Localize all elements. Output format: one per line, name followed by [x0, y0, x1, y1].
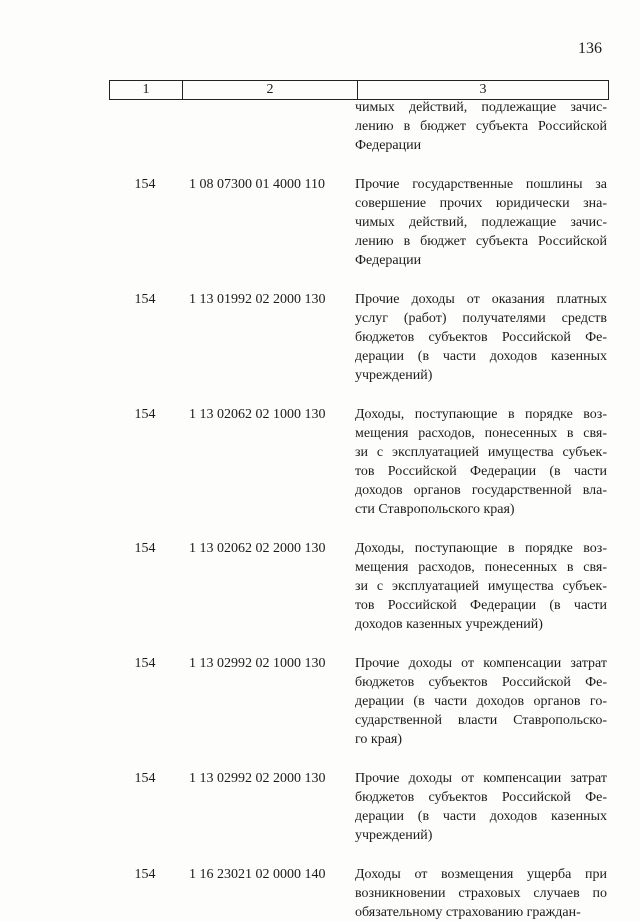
description-line: бюджетов субъектов Российской Фе- [355, 330, 607, 345]
budget-classification-code: 1 13 02062 02 2000 130 [189, 541, 326, 556]
header-col-1: 1 [110, 81, 183, 99]
description-line: обязательному страхованию граждан- [355, 905, 581, 920]
income-description [355, 405, 607, 519]
budget-classification-code: 1 13 02992 02 2000 130 [189, 771, 326, 786]
budget-classification-code: 1 13 01992 02 2000 130 [189, 292, 326, 307]
row-number: 154 [134, 656, 156, 671]
income-description [355, 654, 607, 749]
description-line: тов Российской Федерации (в части [355, 464, 607, 479]
description-line: возникновении страховых случаев по [355, 886, 607, 901]
budget-classification-code: 1 13 02062 02 1000 130 [189, 407, 326, 422]
description-line: Прочие доходы от компенсации затрат [355, 771, 607, 786]
row-number: 154 [134, 867, 156, 882]
description-line: доходов органов государственной вла- [355, 483, 607, 498]
table-row [109, 865, 607, 922]
description-line: совершение прочих юридически зна- [355, 196, 607, 211]
income-description [355, 865, 607, 922]
description-line: Доходы, поступающие в порядке воз- [355, 541, 607, 556]
row-number: 154 [134, 407, 156, 422]
description-line: Доходы, поступающие в порядке воз- [355, 407, 607, 422]
description-line: бюджетов субъектов Российской Фе- [355, 790, 607, 805]
budget-classification-code: 1 16 23021 02 0000 140 [189, 867, 326, 882]
table-row [109, 405, 607, 519]
description-line: зи с эксплуатацией имущества субъек- [355, 445, 607, 460]
description-line: учреждений) [355, 368, 433, 383]
table-row [109, 769, 607, 845]
income-description [355, 175, 607, 270]
income-description [355, 98, 607, 155]
table-row [109, 98, 607, 155]
description-line: чимых действий, подлежащие зачис- [355, 215, 607, 230]
income-description [355, 290, 607, 385]
page-number: 136 [578, 40, 602, 57]
income-description [355, 539, 607, 634]
description-line: дерации (в части доходов казенных [355, 809, 607, 824]
table-row [109, 175, 607, 270]
description-line: доходов казенных учреждений) [355, 617, 543, 632]
table-row [109, 654, 607, 749]
description-line: мещения расходов, понесенных в свя- [355, 560, 607, 575]
description-line: сти Ставропольского края) [355, 502, 515, 517]
header-col-2: 2 [183, 81, 358, 99]
table-row [109, 290, 607, 385]
description-line: Федерации [355, 138, 422, 153]
table-header [109, 80, 609, 100]
description-line: Прочие доходы от оказания платных [355, 292, 607, 307]
table-row [109, 539, 607, 634]
description-line: Прочие доходы от компенсации затрат [355, 656, 607, 671]
description-line: услуг (работ) получателями средств [355, 311, 607, 326]
description-line: бюджетов субъектов Российской Фе- [355, 675, 607, 690]
description-line: учреждений) [355, 828, 433, 843]
description-line: Доходы от возмещения ущерба при [355, 867, 607, 882]
description-line: дерации (в части доходов органов го- [355, 694, 607, 709]
row-number: 154 [134, 292, 156, 307]
row-number: 154 [134, 771, 156, 786]
budget-classification-code: 1 08 07300 01 4000 110 [189, 177, 325, 192]
header-col-3: 3 [479, 82, 487, 97]
description-line: чимых действий, подлежащие зачис- [355, 100, 607, 115]
description-line: зи с эксплуатацией имущества субъек- [355, 579, 607, 594]
table-body [109, 98, 607, 922]
description-line: дерации (в части доходов казенных [355, 349, 607, 364]
description-line: лению в бюджет субъекта Российской [355, 234, 607, 249]
description-line: тов Российской Федерации (в части [355, 598, 607, 613]
description-line: лению в бюджет субъекта Российской [355, 119, 607, 134]
description-line: Федерации [355, 253, 422, 268]
description-line: сударственной власти Ставропольско- [355, 713, 607, 728]
description-line: Прочие государственные пошлины за [355, 177, 607, 192]
budget-classification-code: 1 13 02992 02 1000 130 [189, 656, 326, 671]
income-description [355, 769, 607, 845]
description-line: го края) [355, 732, 403, 747]
row-number: 154 [134, 177, 156, 192]
row-number: 154 [134, 541, 156, 556]
description-line: мещения расходов, понесенных в свя- [355, 426, 607, 441]
